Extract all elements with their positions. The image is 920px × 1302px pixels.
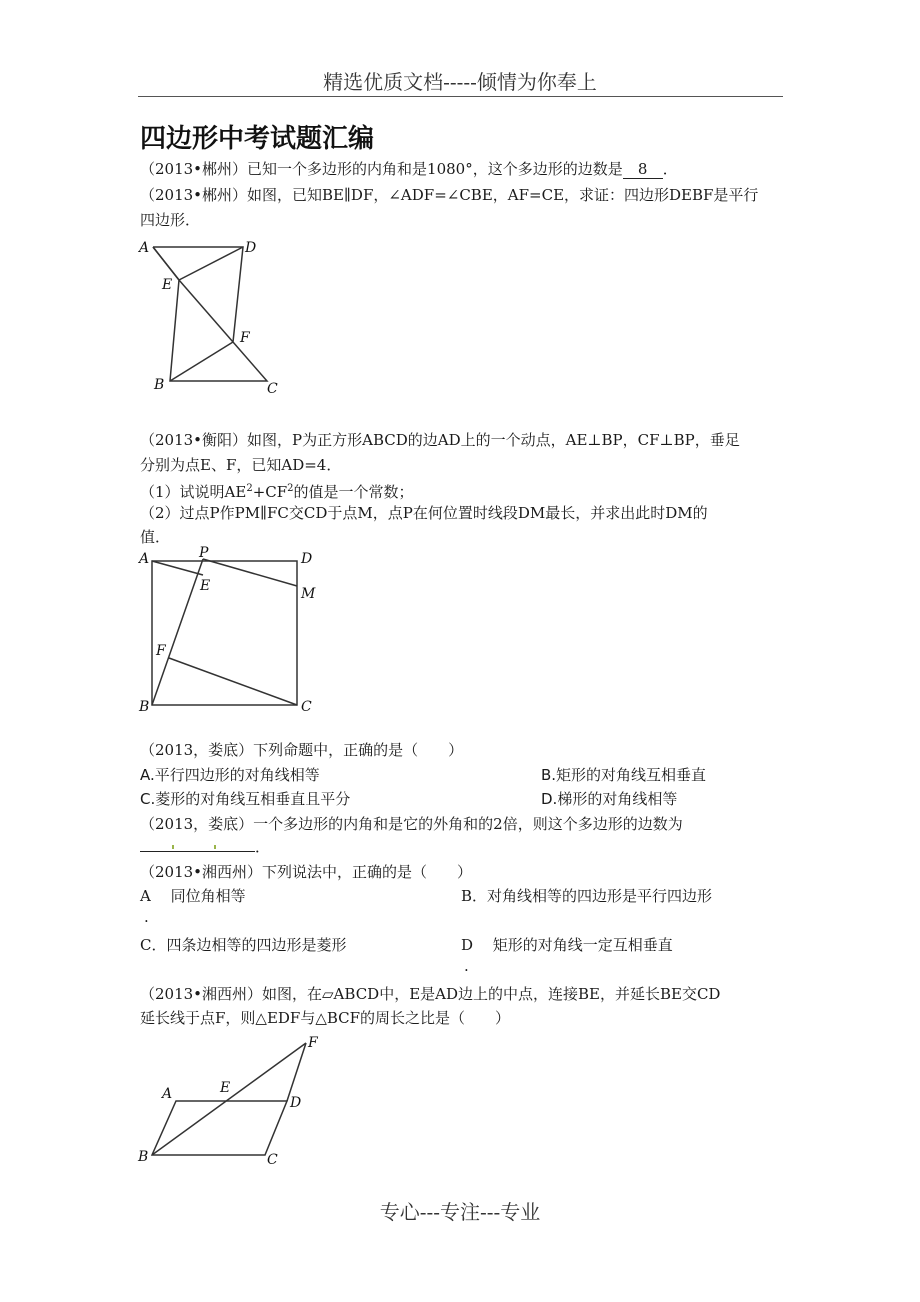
question-4-option-b: B.矩形的对角线互相垂直 <box>541 766 707 784</box>
q3-label-A: A <box>139 551 150 567</box>
figure-q3-square <box>135 544 325 719</box>
q7-label-A: A <box>162 1086 173 1102</box>
q3-label-E: E <box>200 578 211 594</box>
question-6-option-c: C．四条边相等的四边形是菱形 <box>140 936 347 954</box>
q2-label-C: C <box>267 381 278 397</box>
q3-segment-FC <box>169 658 297 705</box>
q2-label-E: E <box>162 277 173 293</box>
question-2-line-1: （2013•郴州）如图，已知BE∥DF，∠ADF=∠CBE，AF=CE，求证：四边形DEBF是平行 <box>140 186 759 204</box>
q3-part1-sup2: 2 <box>287 483 294 494</box>
question-1-text: （2013•郴州）已知一个多边形的内角和是1080°，这个多边形的边数是 <box>140 160 623 178</box>
page-footer: 专心---专注---专业 <box>379 1200 541 1224</box>
header-divider <box>138 96 783 97</box>
q7-label-E: E <box>220 1080 231 1096</box>
q7-label-B: B <box>138 1149 149 1165</box>
question-5-end: ． <box>255 838 271 856</box>
q2-label-B: B <box>154 377 165 393</box>
q3-label-P: P <box>199 545 209 561</box>
q7-segment-BF <box>152 1043 306 1155</box>
page-title: 四边形中考试题汇编 <box>140 124 375 154</box>
question-3-part-1 <box>140 479 414 502</box>
q3-label-M: M <box>301 586 316 602</box>
question-5-line-2 <box>140 837 270 857</box>
figure-q2-quadrilateral <box>135 236 295 401</box>
q3-label-F: F <box>156 643 166 659</box>
q2-outline <box>153 247 267 381</box>
question-3-line-2: 分别为点E、F，已知AD=4． <box>140 456 342 474</box>
q7-label-F: F <box>308 1035 318 1051</box>
q3-part1-c: 的值是一个常数； <box>293 483 414 501</box>
q7-segment-DF <box>287 1043 306 1101</box>
q3-label-D: D <box>301 551 313 567</box>
question-1-answer: 8 <box>623 161 663 179</box>
q2-label-D: D <box>245 240 257 256</box>
question-1-end: ． <box>662 160 678 178</box>
question-4-option-d: D.梯形的对角线相等 <box>541 790 678 808</box>
question-5-line-1: （2013，娄底）一个多边形的内角和是它的外角和的2倍，则这个多边形的边数为 <box>140 815 683 833</box>
q3-segment-PB <box>152 559 203 705</box>
question-6-option-d-dot: . <box>464 957 469 975</box>
q3-segment-AE <box>152 561 203 575</box>
question-3-line-1: （2013•衡阳）如图，P为正方形ABCD的边AD上的一个动点，AE⊥BP，CF⊥BP，垂足 <box>140 431 740 449</box>
figure-q7-parallelogram <box>135 1030 335 1175</box>
q3-label-C: C <box>301 699 312 715</box>
question-4-stem: （2013，娄底）下列命题中，正确的是（ ） <box>140 741 464 759</box>
q3-part1-sup1: 2 <box>246 483 253 494</box>
question-6-option-b: B．对角线相等的四边形是平行四边形 <box>461 887 713 905</box>
q3-label-B: B <box>139 699 150 715</box>
question-3-part-2-line-1: （2）过点P作PM∥FC交CD于点M，点P在何位置时线段DM最长，并求出此时DM的 <box>140 504 708 522</box>
q2-segment-AE <box>153 247 179 280</box>
question-4-option-a: A.平行四边形的对角线相等 <box>140 766 320 784</box>
q3-part1-b: +CF <box>252 483 288 501</box>
question-6-stem: （2013•湘西州）下列说法中，正确的是（ ） <box>140 863 473 881</box>
q2-segment-EF <box>179 280 233 342</box>
q2-segment-DE <box>179 247 243 280</box>
question-6-option-d: D 矩形的对角线一定互相垂直 <box>461 936 673 954</box>
q2-label-F: F <box>240 330 250 346</box>
q7-label-C: C <box>267 1152 278 1168</box>
page-header: 精选优质文档-----倾情为你奉上 <box>323 70 597 94</box>
q2-segment-FB <box>170 342 233 381</box>
q2-label-A: A <box>139 240 150 256</box>
question-1 <box>140 159 678 179</box>
question-2-line-2: 四边形． <box>140 211 201 229</box>
question-7-line-2: 延长线于点F，则△EDF与△BCF的周长之比是（ ） <box>140 1009 511 1027</box>
question-6-option-a: A 同位角相等 <box>140 887 246 905</box>
question-5-answer-blank <box>140 837 255 852</box>
question-3-part-2-line-2: 值． <box>140 528 171 546</box>
q3-segment-PM <box>203 559 297 586</box>
question-4-option-c: C.菱形的对角线互相垂直且平分 <box>140 790 351 808</box>
q7-parallelogram-ABCD <box>152 1101 287 1155</box>
q3-part1-a: （1）试说明AE <box>140 483 247 501</box>
q3-square-ABCD <box>152 561 297 705</box>
q7-label-D: D <box>290 1095 302 1111</box>
question-7-line-1: （2013•湘西州）如图，在▱ABCD中，E是AD边上的中点，连接BE，并延长BE交CD <box>140 985 721 1003</box>
question-6-option-a-dot: . <box>144 908 149 926</box>
